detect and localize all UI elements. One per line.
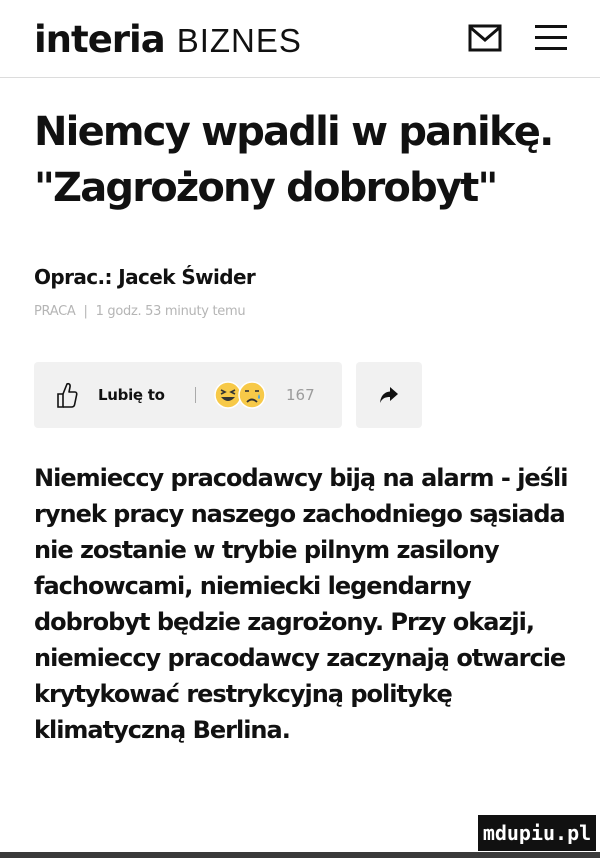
article-title-line2: "Zagrożony dobrobyt" [34,165,497,211]
reactions-divider [195,387,196,403]
article-title [34,104,574,216]
site-header [0,0,600,78]
article-lead: Niemieccy pracodawcy biją na alarm - jeśli rynek pracy naszego zachodniego sąsiada nie zostanie w trybie pilnym zasilony fachowcami, niemiecki legendarny dobrobyt będzie zagrożony. Przy okazji, niemieccy pracodawcy zaczynają otwarcie krytykować restrykcyjną politykę klimatyczną Berlina. [34,464,568,744]
share-button[interactable] [356,362,422,428]
article-category[interactable]: PRACA [34,304,76,319]
article-time: 1 godz. 53 minuty temu [95,304,246,319]
article-author: Oprac.: Jacek Świder [34,265,256,289]
logo-biznes: BIZNES [176,22,302,59]
article-meta [34,304,245,319]
article-title-line1: Niemcy wpadli w panikę. [34,109,553,155]
envelope-icon[interactable] [468,24,502,52]
share-arrow-icon [379,386,399,404]
like-button[interactable]: Lubię to [98,386,165,404]
sad-tear-emoji[interactable] [238,381,266,409]
bottom-image-edge [0,852,600,858]
reactions-bar [34,362,342,428]
logo-interia: interia [34,18,165,61]
meta-separator: | [83,304,88,319]
thumbs-up-icon[interactable] [56,381,78,409]
hamburger-menu-icon[interactable] [535,22,567,54]
watermark: mdupiu.pl [478,815,596,851]
site-logo[interactable] [34,18,302,61]
reactions-count: 167 [286,386,315,404]
